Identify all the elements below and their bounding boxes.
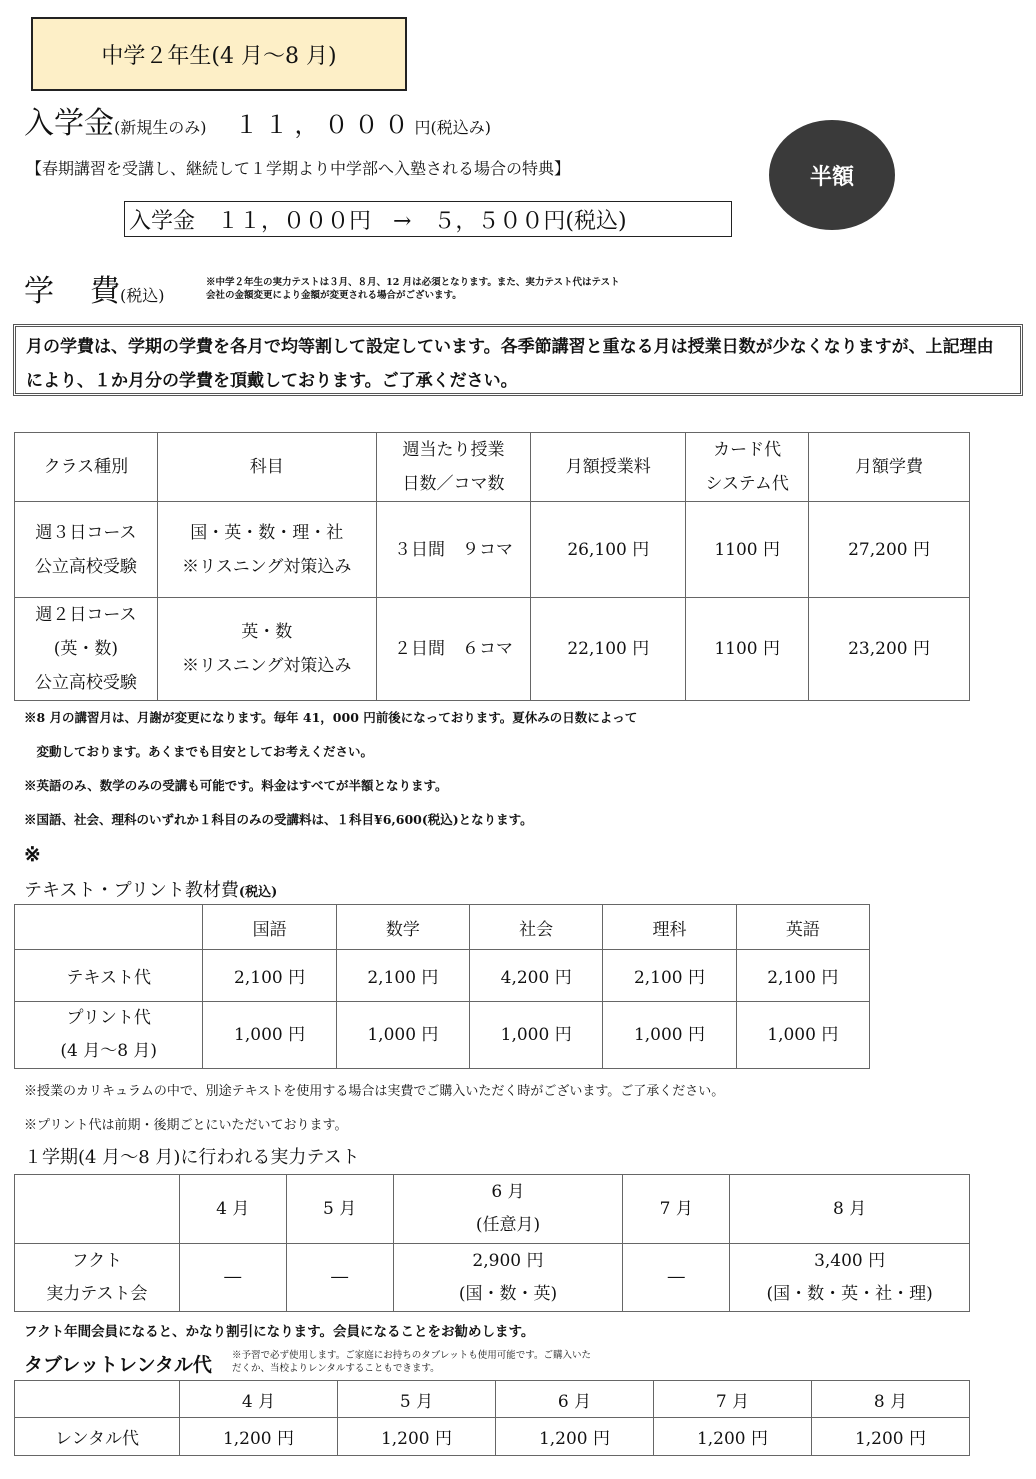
materials-price-cell-line: 2,100 円: [234, 968, 306, 988]
tests-corner-cell: [15, 1175, 180, 1244]
materials-heading-tax: (税込): [238, 885, 278, 900]
materials-heading: [24, 876, 277, 902]
tests-month-header: [286, 1175, 393, 1244]
tablet-price-cell: [654, 1418, 812, 1456]
tests-table: [14, 1174, 970, 1312]
tablet-month-header: [338, 1381, 496, 1418]
tests-table-header-row: [15, 1175, 970, 1244]
materials-row-label-line: テキスト代: [66, 968, 152, 988]
tuition-header-cell: [809, 433, 970, 502]
class-type-cell: [15, 598, 158, 701]
tests-price-cell-line: (国・数・英): [458, 1283, 558, 1304]
tablet-table-header-row: [15, 1381, 970, 1418]
materials-price-cell: [336, 950, 469, 1002]
tuition-table-header-row: [15, 433, 970, 502]
tests-price-cell-line: (国・数・英・社・理): [766, 1283, 933, 1304]
materials-row-label-line: (4 月〜8 月): [60, 1041, 158, 1061]
materials-note-print: ※プリント代は前期・後期ごとにいただいております。: [24, 1118, 348, 1133]
materials-subject-header-line: 理科: [652, 919, 687, 940]
tuition-cell: [531, 598, 686, 701]
tablet-table: [14, 1380, 970, 1456]
materials-price-cell: [603, 1002, 736, 1069]
schedule-cell-line: ２日間 ６コマ: [393, 639, 513, 659]
half-price-badge: [769, 120, 895, 230]
monthly-total-cell: [809, 502, 970, 598]
tuition-header-cell: [157, 433, 376, 502]
tablet-price-cell-line: 1,200 円: [380, 1429, 453, 1449]
tuition-header-cell-line: システム代: [705, 474, 789, 494]
tests-month-header: [623, 1175, 730, 1244]
materials-price-cell-line: 1,000 円: [500, 1024, 572, 1045]
tablet-table-row: [15, 1418, 970, 1456]
tuition-header-cell: [376, 433, 531, 502]
materials-subject-header: [203, 905, 336, 950]
subject-cell: [157, 502, 376, 598]
materials-price-cell-line: 2,100 円: [367, 968, 439, 988]
card-fee-cell: [686, 502, 809, 598]
tablet-month-header-line: 7 月: [715, 1391, 750, 1412]
tablet-note: ※予習で必ず使用します。ご家庭にお持ちのタブレットも使用可能です。ご購入いただくか、当校よりレンタルすることもできます。: [232, 1350, 592, 1374]
tuition-heading-char2: 費: [90, 274, 120, 309]
materials-row-label: [15, 1002, 203, 1069]
tuition-heading-note: ※中学２年生の実力テストは３月、８月、12 月は必須となります。また、実力テスト代はテスト会社の金額変更により金額が変更される場合がございます。: [206, 277, 620, 301]
entry-fee-unit: 円: [414, 118, 431, 137]
materials-subject-header-line: 数学: [385, 919, 420, 940]
materials-price-cell: [470, 1002, 603, 1069]
tests-price-cell: [623, 1244, 730, 1312]
membership-note: フクト年間会員になると、かなり割引になります。会員になることをお勧めします。: [24, 1324, 535, 1340]
schedule-cell-line: ３日間 ９コマ: [393, 539, 513, 560]
class-type-cell-line: 週２日コース: [35, 605, 137, 625]
page-title: 中学２年生(4 月〜8 月): [101, 43, 337, 69]
tests-month-header-line: (任意月): [475, 1215, 541, 1235]
note-august-fee-cont: 変動しております。あくまでも目安としてお考えください。: [24, 744, 374, 759]
entry-fee-label: 入学金: [24, 106, 114, 141]
tests-month-header-line: 8 月: [832, 1198, 867, 1219]
materials-price-cell: [336, 1002, 469, 1069]
tuition-explanation-text: 月の学費は、学期の学費を各月で均等割して設定しています。各季節講習と重なる月は授業日数が少なくなりますが、上記理由により、１か月分の学費を頂戴しております。ご了承ください。: [26, 337, 994, 391]
tests-price-cell: [179, 1244, 286, 1312]
entry-fee-line: [24, 98, 491, 142]
card-fee-cell-line: 1100 円: [714, 539, 780, 560]
monthly-total-cell: [809, 598, 970, 701]
materials-subject-header-line: 英語: [785, 919, 820, 940]
tablet-month-header-line: 8 月: [873, 1391, 908, 1412]
materials-price-cell-line: 1,000 円: [234, 1024, 306, 1045]
tablet-price-cell-line: 1,200 円: [222, 1429, 295, 1449]
card-fee-cell: [686, 598, 809, 701]
benefit-note: 【春期講習を受講し、継続して１学期より中学部へ入塾される場合の特典】: [26, 159, 571, 178]
tuition-cell: [531, 502, 686, 598]
class-type-cell-line: 公立高校受験: [34, 556, 137, 577]
materials-note-extra-text: ※授業のカリキュラムの中で、別途テキストを使用する場合は実費でご購入いただく時がございます。ご了承ください。: [24, 1084, 725, 1099]
tablet-price-cell: [338, 1418, 496, 1456]
tests-price-cell: [730, 1244, 970, 1312]
class-type-cell: [15, 502, 158, 598]
tests-row-label: [15, 1244, 180, 1312]
class-type-cell-line: 週３日コース: [35, 522, 137, 543]
note-single-subject: ※国語、社会、理科のいずれか１科目のみの受講料は、１科目¥6,600(税込)となります。: [24, 812, 533, 827]
materials-subject-header: [336, 905, 469, 950]
monthly-total-cell-line: 27,200 円: [848, 539, 930, 560]
tuition-header-cell-line: カード代: [713, 440, 782, 460]
subject-cell-line: 英・数: [241, 622, 293, 642]
tablet-month-header: [496, 1381, 654, 1418]
card-fee-cell-line: 1100 円: [714, 639, 780, 659]
tests-month-header-line: 4 月: [216, 1198, 250, 1219]
tests-price-cell-line: ―: [667, 1267, 685, 1287]
materials-price-cell-line: 1,000 円: [633, 1024, 706, 1045]
tablet-price-cell: [180, 1418, 338, 1456]
materials-price-cell-line: 1,000 円: [767, 1024, 839, 1045]
subject-cell: [157, 598, 376, 701]
materials-table-row: [15, 1002, 870, 1069]
tests-month-header: [393, 1175, 623, 1244]
benefit-box-text: 入学金 １１，０００円 → ５，５００円(税込): [129, 208, 627, 234]
tablet-corner-cell: [15, 1381, 180, 1418]
subject-cell-line: 国・英・数・理・社: [190, 522, 344, 543]
tuition-heading: [24, 266, 165, 310]
tests-month-header: [730, 1175, 970, 1244]
tests-price-cell-line: 3,400 円: [814, 1250, 886, 1271]
tuition-table-row: [15, 502, 970, 598]
materials-subject-header: [470, 905, 603, 950]
tablet-month-header-line: 6 月: [557, 1391, 592, 1412]
tablet-row-label: [15, 1418, 180, 1456]
materials-subject-header-line: 国語: [252, 919, 287, 940]
tuition-heading-char1: 学: [24, 274, 54, 309]
materials-subject-header-line: 社会: [519, 919, 554, 940]
tests-price-cell-line: ―: [331, 1267, 349, 1287]
materials-price-cell: [736, 1002, 869, 1069]
tablet-row-label-line: レンタル代: [55, 1429, 139, 1449]
subject-cell-line: ※リスニング対策込み: [182, 656, 352, 676]
materials-price-cell-line: 2,100 円: [767, 968, 839, 988]
materials-price-cell: [203, 1002, 336, 1069]
tablet-price-cell-line: 1,200 円: [538, 1429, 611, 1449]
schedule-cell: [376, 598, 531, 701]
tests-month-header-line: 7 月: [659, 1198, 693, 1219]
materials-heading-text: テキスト・プリント教材費: [24, 880, 239, 901]
entry-fee-amount: １１，０００: [234, 111, 415, 139]
materials-price-cell: [736, 950, 869, 1002]
materials-table-row: [15, 950, 870, 1002]
tuition-cell-line: 22,100 円: [567, 639, 650, 659]
half-price-badge-text: 半額: [809, 163, 854, 190]
tablet-month-header: [180, 1381, 338, 1418]
materials-corner-cell: [15, 905, 203, 950]
materials-price-cell: [603, 950, 736, 1002]
tuition-header-cell-line: 月額学費: [855, 457, 924, 477]
tuition-header-cell: [531, 433, 686, 502]
entry-fee-qualifier: (新規生のみ): [114, 118, 207, 137]
note-asterisk: ※: [24, 842, 41, 866]
tablet-price-cell-line: 1,200 円: [854, 1429, 927, 1449]
tablet-month-header-line: 4 月: [241, 1391, 276, 1412]
class-type-cell-line: 公立高校受験: [34, 673, 137, 693]
materials-price-cell-line: 4,200 円: [500, 968, 572, 988]
tablet-price-cell-line: 1,200 円: [696, 1429, 769, 1449]
tuition-heading-tax: (税込): [120, 286, 165, 305]
subject-cell-line: ※リスニング対策込み: [182, 556, 352, 577]
monthly-total-cell-line: 23,200 円: [848, 639, 930, 659]
tests-heading: １学期(4 月〜8 月)に行われる実力テスト: [24, 1147, 360, 1168]
tablet-price-cell: [496, 1418, 654, 1456]
tests-price-cell-line: 2,900 円: [472, 1250, 544, 1271]
note-august-fee: ※8 月の講習月は、月謝が変更になります。毎年 41，000 円前後になっております。夏休みの日数によって: [24, 710, 638, 725]
tablet-month-header-line: 5 月: [399, 1391, 434, 1412]
tuition-table: [14, 432, 970, 701]
tuition-table-row: [15, 598, 970, 701]
tuition-header-cell-line: 科目: [249, 457, 284, 477]
tuition-header-cell: [686, 433, 809, 502]
tests-row-label-line: フクト: [71, 1250, 123, 1271]
tablet-month-header: [654, 1381, 812, 1418]
tuition-header-cell: [15, 433, 158, 502]
tuition-header-cell-line: 月額授業料: [565, 457, 651, 477]
tuition-explanation-box: [13, 324, 1023, 396]
tests-month-header: [179, 1175, 286, 1244]
materials-table: [14, 904, 870, 1069]
materials-price-cell: [470, 950, 603, 1002]
tests-month-header-line: 6 月: [491, 1182, 525, 1202]
tests-price-cell: [286, 1244, 393, 1312]
materials-price-cell: [203, 950, 336, 1002]
materials-table-header-row: [15, 905, 870, 950]
materials-price-cell-line: 2,100 円: [633, 968, 706, 988]
class-type-cell-line: (英・数): [53, 639, 119, 659]
tuition-header-cell-line: 週当たり授業: [402, 440, 505, 460]
tuition-cell-line: 26,100 円: [567, 539, 650, 560]
tablet-heading: タブレットレンタル代: [24, 1354, 212, 1376]
entry-fee-tax: (税込み): [430, 118, 492, 137]
tests-month-header-line: 5 月: [323, 1198, 357, 1219]
tablet-month-header: [812, 1381, 970, 1418]
materials-subject-header: [603, 905, 736, 950]
tablet-price-cell: [812, 1418, 970, 1456]
tests-price-cell-line: ―: [224, 1267, 242, 1287]
note-half-price: ※英語のみ、数学のみの受講も可能です。料金はすべてが半額となります。: [24, 778, 448, 793]
page-title-box: [31, 17, 407, 91]
tests-price-cell: [393, 1244, 623, 1312]
tuition-header-cell-line: クラス種別: [43, 457, 129, 477]
materials-row-label: [15, 950, 203, 1002]
materials-row-label-line: プリント代: [66, 1008, 151, 1028]
schedule-cell: [376, 502, 531, 598]
materials-subject-header: [736, 905, 869, 950]
benefit-box: [124, 201, 732, 237]
tests-table-row: [15, 1244, 970, 1312]
materials-price-cell-line: 1,000 円: [367, 1024, 439, 1045]
tests-row-label-line: 実力テスト会: [46, 1283, 148, 1304]
tuition-header-cell-line: 日数／コマ数: [402, 474, 505, 494]
